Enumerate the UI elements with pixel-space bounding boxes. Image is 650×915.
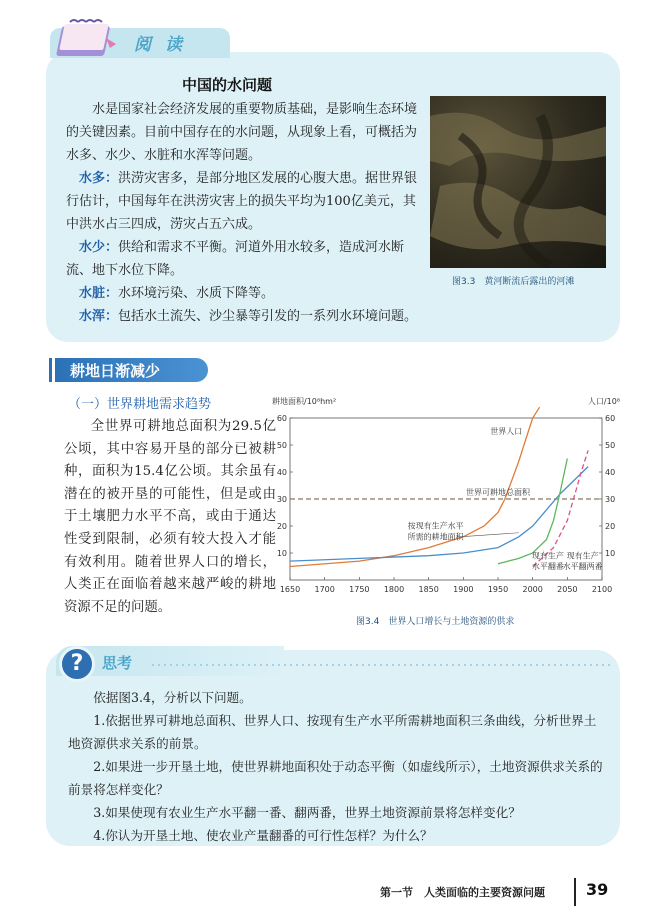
- section-title: 耕地日渐减少: [70, 362, 161, 380]
- notebook-icon: [56, 18, 120, 64]
- question-item: 3.如果使现有农业生产水平翻一番、翻两番，世界土地资源前景将怎样变化？: [93, 805, 521, 820]
- think-label: 思考: [102, 654, 133, 672]
- x-tick-label: 2050: [557, 585, 578, 594]
- y-tick-label-left: 50: [276, 441, 287, 450]
- label-double-1: 现有生产: [531, 551, 564, 561]
- reading-item: 水脏：水环境污染、水质下降等。: [79, 286, 275, 301]
- series-line-4: [533, 450, 588, 566]
- y-tick-label-right: 30: [605, 495, 616, 504]
- x-tick-label: 1650: [279, 585, 301, 594]
- x-tick-label: 1800: [383, 585, 405, 594]
- stripes-decoration: [46, 358, 62, 382]
- label-needed-2: 所需的耕地面积: [407, 532, 464, 542]
- label-double-2: 水平翻番: [531, 562, 564, 572]
- footer-divider: [574, 878, 576, 906]
- y-tick-label-left: 30: [276, 495, 287, 504]
- label-arable-total: 世界可耕地总面积: [466, 487, 530, 497]
- y-tick-label-right: 10: [605, 549, 616, 558]
- subsection-title: （一）世界耕地需求趋势: [68, 397, 212, 412]
- y-axis-left-label: 耕地面积/10⁸hm²: [272, 397, 337, 406]
- x-tick-label: 1900: [453, 585, 474, 594]
- x-tick-label: 1700: [314, 585, 335, 594]
- reading-item: 水少：供给和需求不平衡。河道外用水较多，造成河水断流、地下水位下降。: [66, 240, 405, 278]
- reading-intro: 水是国家社会经济发展的重要物质基础，是影响生态环境的关键因素。目前中国存在的水问题，从现象上看，可概括为水多、水少、水脏和水浑等问题。: [66, 102, 418, 163]
- reading-label: 阅读: [134, 35, 196, 55]
- question-item: 4.你认为开垦土地、使农业产量翻番的可行性怎样？为什么？: [93, 828, 433, 843]
- dotted-divider: [150, 664, 610, 666]
- think-intro: 依据图3.4，分析以下问题。: [93, 690, 252, 705]
- series-line-3: [498, 459, 567, 564]
- x-tick-label: 1750: [349, 585, 370, 594]
- reading-title: 中国的水问题: [182, 76, 273, 94]
- x-tick-label: 2100: [591, 585, 613, 594]
- chart-caption: 图3.4 世界人口增长与土地资源的供求: [356, 617, 515, 627]
- y-tick-label-right: 20: [605, 522, 616, 531]
- label-quadruple-2: 水平翻两番: [562, 562, 603, 572]
- y-tick-label-left: 20: [276, 522, 287, 531]
- label-quadruple-1: 现有生产: [566, 551, 599, 561]
- reading-item: 水多：洪涝灾害多，是部分地区发展的心腹大患。据世界银行估计，中国每年在洪涝灾害上的损失平均为100亿美元，其中洪水占三四成，涝灾占五六成。: [66, 171, 418, 232]
- x-tick-label: 1850: [418, 585, 439, 594]
- question-icon: ?: [59, 646, 95, 682]
- y-tick-label-right: 60: [605, 414, 616, 423]
- x-tick-label: 1950: [487, 585, 509, 594]
- y-tick-label-left: 60: [276, 414, 287, 423]
- y-tick-label-left: 10: [276, 549, 287, 558]
- riverbed-photo: [430, 96, 606, 268]
- page-number: 39: [586, 880, 609, 899]
- label-population: 世界人口: [490, 427, 523, 437]
- y-tick-label-left: 40: [276, 468, 287, 477]
- footer-section-title: 第一节 人类面临的主要资源问题: [380, 886, 545, 899]
- reading-item: 水浑：包括水土流失、沙尘暴等引发的一系列水环境问题。: [79, 309, 418, 324]
- reading-text: [66, 98, 426, 328]
- label-needed-1: 按现有生产水平: [407, 521, 464, 531]
- y-axis-right-label: 人口/10⁸: [587, 397, 620, 406]
- question-item: 2.如果进一步开垦土地，使世界耕地面积处于动态平衡（如虚线所示），土地资源供求关系的前景将怎样变化？: [68, 759, 603, 797]
- y-tick-label-right: 50: [605, 441, 616, 450]
- series-line-2: [290, 467, 588, 561]
- y-tick-label-right: 40: [605, 468, 616, 477]
- think-text: [68, 686, 604, 847]
- body-paragraph: 全世界可耕地总面积为29.5亿公顷，其中容易开垦的部分已被耕种，面积为15.4亿公顷。其余虽有潜在的被开垦的可能性，但是或由于土壤肥力水平不高，或由于通达性受到限制，必须有较大投入才能有效利用。随着世界人口的增长，人类正在面临着越来越严峻的耕地资源不足的问题。: [64, 419, 276, 615]
- x-tick-label: 2000: [522, 585, 543, 594]
- photo-caption: 图3.3 黄河断流后露出的河滩: [452, 277, 575, 287]
- population-land-chart: [270, 392, 622, 604]
- question-item: 1.依据世界可耕地总面积、世界人口、按现有生产水平所需耕地面积三条曲线，分析世界土地资源供求关系的前景。: [68, 713, 597, 751]
